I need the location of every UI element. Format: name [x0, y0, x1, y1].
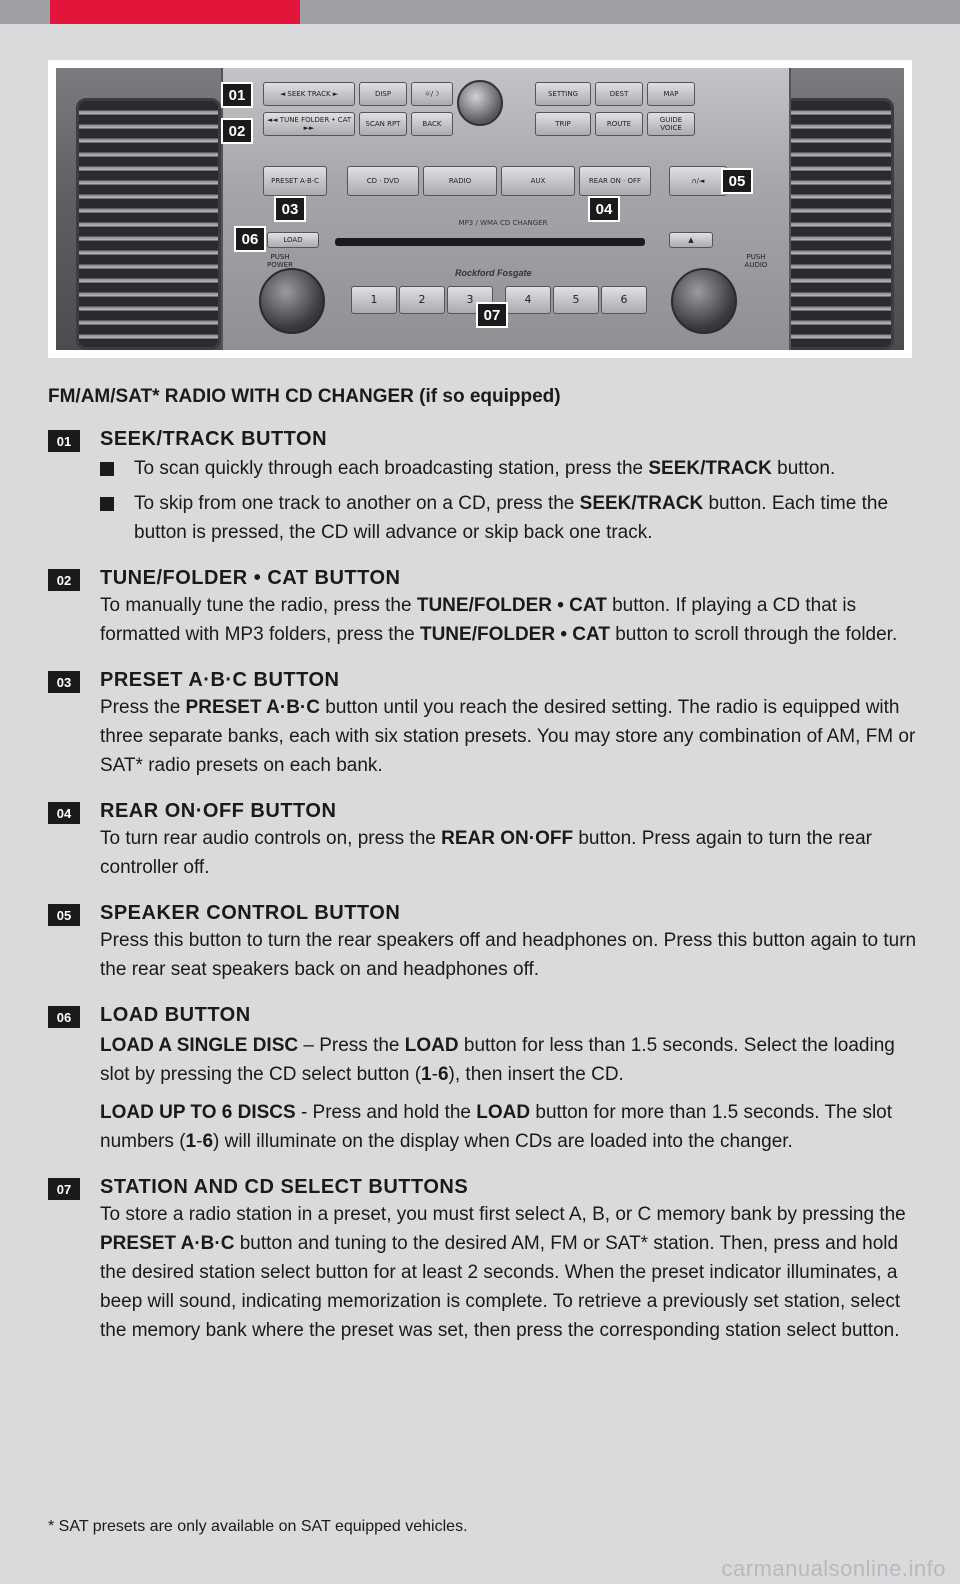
- item-preset: [48, 667, 918, 780]
- route-button: ROUTE: [595, 112, 643, 136]
- cd-dvd-button: CD · DVD: [347, 166, 419, 196]
- item-heading: PRESET A·B·C BUTTON: [100, 669, 340, 691]
- callout-05: 05: [721, 168, 753, 194]
- light-button: ☼/☽: [411, 82, 453, 106]
- eject-button: ▲: [669, 232, 713, 248]
- item-description: To turn rear audio controls on, press the REAR ON·OFF button. Press again to turn the rear controller off.: [100, 828, 872, 878]
- preset-1-button: 1: [351, 286, 397, 314]
- item-badge: 03: [48, 671, 80, 693]
- push-audio-label: PUSH AUDIO: [744, 253, 768, 269]
- item-badge: 02: [48, 569, 80, 591]
- top-bar: [0, 0, 960, 24]
- preset-5-button: 5: [553, 286, 599, 314]
- preset-abc-button: PRESET A·B·C: [263, 166, 327, 196]
- radio-photo: [48, 60, 912, 358]
- speaker-control-button: ∩/◄: [669, 166, 727, 196]
- enter-knob: [457, 80, 503, 126]
- item-heading: SPEAKER CONTROL BUTTON: [100, 902, 401, 924]
- item-heading: SEEK/TRACK BUTTON: [100, 428, 328, 450]
- item-station-cd-select: [48, 1174, 918, 1345]
- item-badge: 05: [48, 904, 80, 926]
- disp-button: DISP: [359, 82, 407, 106]
- item-badge: 04: [48, 802, 80, 824]
- item-badge: 06: [48, 1006, 80, 1028]
- bullet-item: To scan quickly through each broadcasting station, press the SEEK/TRACK button.: [100, 454, 918, 483]
- rear-on-off-button: REAR ON · OFF: [579, 166, 651, 196]
- callout-01: 01: [221, 82, 253, 108]
- item-rear-on-off: [48, 798, 918, 882]
- dest-button: DEST: [595, 82, 643, 106]
- item-heading: TUNE/FOLDER • CAT BUTTON: [100, 567, 401, 589]
- watermark: carmanualsonline.info: [721, 1556, 946, 1581]
- push-power-label: PUSH POWER: [267, 253, 293, 269]
- guide-voice-button: GUIDE VOICE: [647, 112, 695, 136]
- top-bar-accent: [50, 0, 300, 24]
- item-speaker-control: [48, 900, 918, 984]
- item-heading: REAR ON·OFF BUTTON: [100, 800, 337, 822]
- power-knob: [259, 268, 325, 334]
- bullet-item: To skip from one track to another on a CD, press the SEEK/TRACK button. Each time the button is pressed, the CD will advance or skip back one track.: [100, 489, 918, 547]
- item-description: To store a radio station in a preset, you must first select A, B, or C memory bank by pressing the PRESET A·B·C button and tuning to the desired AM, FM or SAT* station. Then, press and hold the desired station select button for at least 2 seconds. When the preset indicator illuminates, a beep will sound, indicating memorization is complete. To retrieve a previously set station, select the memory bank where the preset was set, then press the corresponding station select button.: [100, 1204, 906, 1341]
- brand-logo: Rockford Fosgate: [455, 268, 532, 278]
- preset-4-button: 4: [505, 286, 551, 314]
- item-heading: LOAD BUTTON: [100, 1004, 251, 1026]
- setting-button: SETTING: [535, 82, 591, 106]
- item-badge: 07: [48, 1178, 80, 1200]
- trip-button: TRIP: [535, 112, 591, 136]
- callout-06: 06: [234, 226, 266, 252]
- radio-image: [56, 68, 904, 350]
- preset-6-button: 6: [601, 286, 647, 314]
- callout-02: 02: [221, 118, 253, 144]
- item-load: [48, 1002, 918, 1156]
- preset-3-button: 3: [447, 286, 493, 314]
- changer-label: MP3 / WMA CD CHANGER: [458, 219, 548, 227]
- callout-07: 07: [476, 302, 508, 328]
- scan-rpt-button: SCAN RPT: [359, 112, 407, 136]
- item-description: Press the PRESET A·B·C button until you reach the desired setting. The radio is equipped with three separate banks, each with six station presets. You may store any combination of AM, FM or SAT* radio presets on each bank.: [100, 697, 916, 776]
- preset-2-button: 2: [399, 286, 445, 314]
- item-seek-track: [48, 426, 918, 547]
- callout-04: 04: [588, 196, 620, 222]
- item-description: LOAD A SINGLE DISC – Press the LOAD button for less than 1.5 seconds. Select the loading slot by pressing the CD select button (1-6), then insert the CD.: [100, 1035, 895, 1085]
- item-heading: STATION AND CD SELECT BUTTONS: [100, 1176, 469, 1198]
- section-title: FM/AM/SAT* RADIO WITH CD CHANGER (if so equipped): [48, 386, 561, 407]
- footnote: * SAT presets are only available on SAT equipped vehicles.: [48, 1518, 468, 1535]
- cd-slot: [335, 238, 645, 246]
- back-button: BACK: [411, 112, 453, 136]
- callout-03: 03: [274, 196, 306, 222]
- item-description: Press this button to turn the rear speakers off and headphones on. Press this button again to turn the rear seat speakers back on and headphones off.: [100, 930, 917, 980]
- left-air-vent: [76, 98, 221, 350]
- aux-button: AUX: [501, 166, 575, 196]
- radio-button: RADIO: [423, 166, 497, 196]
- item-description: To manually tune the radio, press the TUNE/FOLDER • CAT button. If playing a CD that is formatted with MP3 folders, press the TUNE/FOLDER • CAT button to scroll through the folder.: [100, 595, 898, 645]
- map-button: MAP: [647, 82, 695, 106]
- item-badge: 01: [48, 430, 80, 452]
- load-button: LOAD: [267, 232, 319, 248]
- item-tune-folder: [48, 565, 918, 649]
- seek-track-button: ◄ SEEK TRACK ►: [263, 82, 355, 106]
- tune-folder-button: ◄◄ TUNE FOLDER • CAT ►►: [263, 112, 355, 136]
- item-description: LOAD UP TO 6 DISCS - Press and hold the LOAD button for more than 1.5 seconds. The slot numbers (1-6) will illuminate on the display when CDs are loaded into the changer.: [100, 1102, 893, 1152]
- button-descriptions: [48, 426, 918, 1363]
- audio-knob: [671, 268, 737, 334]
